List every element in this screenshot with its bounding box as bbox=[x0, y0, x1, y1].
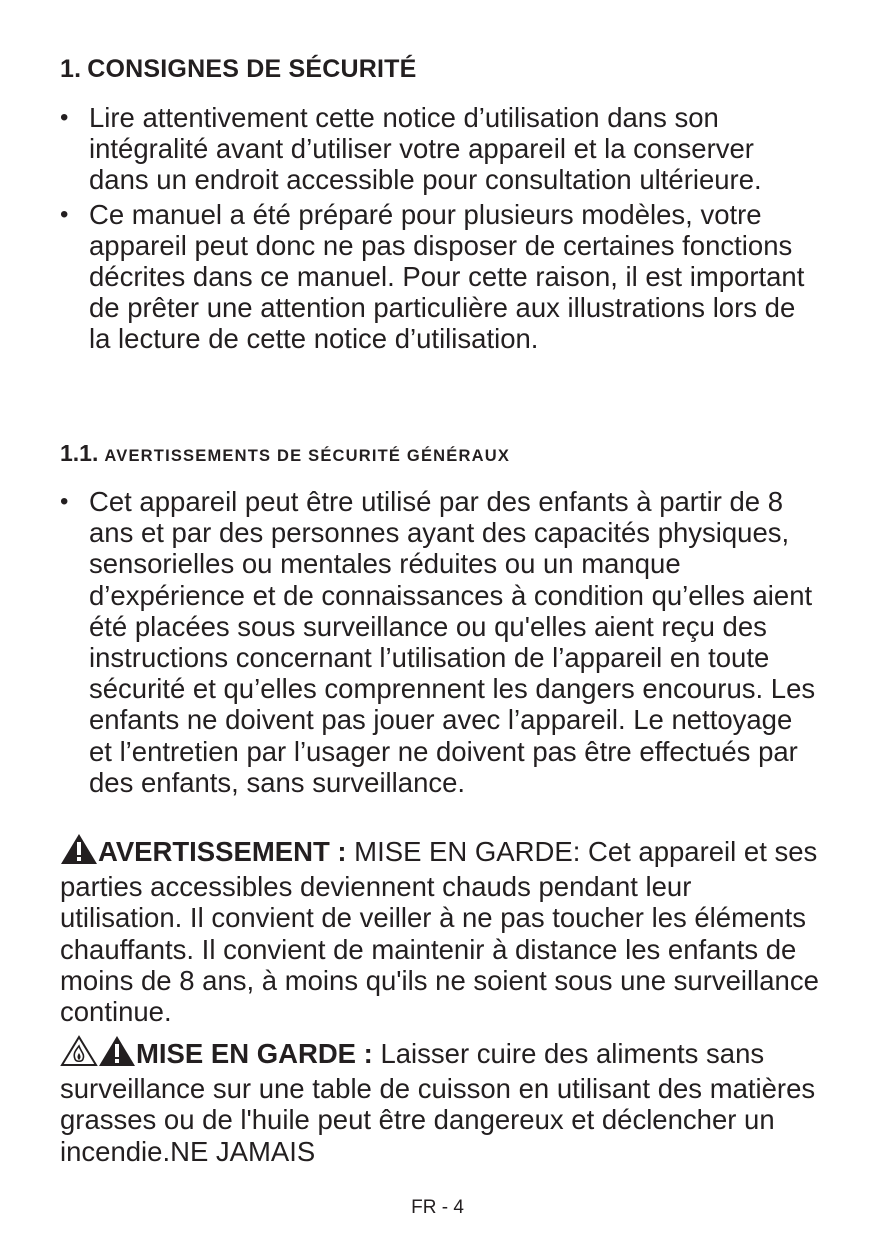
list-item: • Cet appareil peut être utilisé par des enfants à partir de 8 ans et par des personnes ayant des capacités physiques, sensorielles ou mentales réduites ou un manque d’expérience et de connaissances à condition qu’elles aient été placées sous surveillance ou qu'elles aient reçu des instructions concernant l’utilisation de l’appareil en toute sécurité et qu’elles comprennent les dangers encourus. Les enfants ne doivent pas jouer avec l’appareil. Le nettoyage et l’entretien par l’usager ne doivent pas être effectués par des enfants, sans surveillance. bbox=[60, 486, 816, 798]
warning-fire bbox=[60, 1035, 820, 1167]
warning-hot-surfaces bbox=[60, 833, 820, 1027]
list-item: • Lire attentivement cette notice d’utilisation dans son intégralité avant d’utiliser votre appareil et la conserver dans un endroit accessible pour consultation ultérieure. bbox=[60, 102, 762, 196]
warning-lead: MISE EN GARDE : bbox=[136, 1038, 373, 1069]
list-item: • Ce manuel a été préparé pour plusieurs modèles, votre appareil peut donc ne pas disposer de certaines fonctions décrites dans ce manuel. Pour cette raison, il est important de prêter une attention particulière aux illustrations lors de la lecture de cette notice d’utilisation. bbox=[60, 198, 805, 355]
subsection-heading bbox=[60, 440, 510, 467]
warning-triangle-icon bbox=[60, 833, 98, 871]
fire-hazard-icon bbox=[60, 1035, 98, 1073]
section-number: 1. bbox=[60, 55, 82, 83]
section-bullets bbox=[60, 102, 820, 358]
section-title: CONSIGNES DE SÉCURITÉ bbox=[87, 55, 417, 83]
warning-text: MISE EN GARDE: Cet appareil et ses parties accessibles deviennent chauds pendant leur utilisation. Il convient de veiller à ne pas toucher les éléments chauffants. Il convient de maintenir à distance les enfants de moins de 8 ans, à moins qu'ils ne soient sous une surveillance continue. bbox=[60, 836, 819, 1028]
section-heading bbox=[60, 55, 417, 84]
subsection-title: AVERTISSEMENTS DE SÉCURITÉ GÉNÉRAUX bbox=[104, 447, 511, 465]
warning-triangle-icon bbox=[98, 1035, 136, 1073]
subsection-number: 1.1. bbox=[60, 440, 99, 466]
subsection-bullets bbox=[60, 486, 820, 801]
page-number: FR - 4 bbox=[411, 1197, 464, 1218]
warning-text: Laisser cuire des aliments sans surveillance sur une table de cuisson en utilisant des matières grasses ou de l'huile peut être dangereux et déclencher un incendie.NE JAMAIS bbox=[60, 1038, 816, 1167]
warning-lead: AVERTISSEMENT : bbox=[98, 836, 347, 867]
